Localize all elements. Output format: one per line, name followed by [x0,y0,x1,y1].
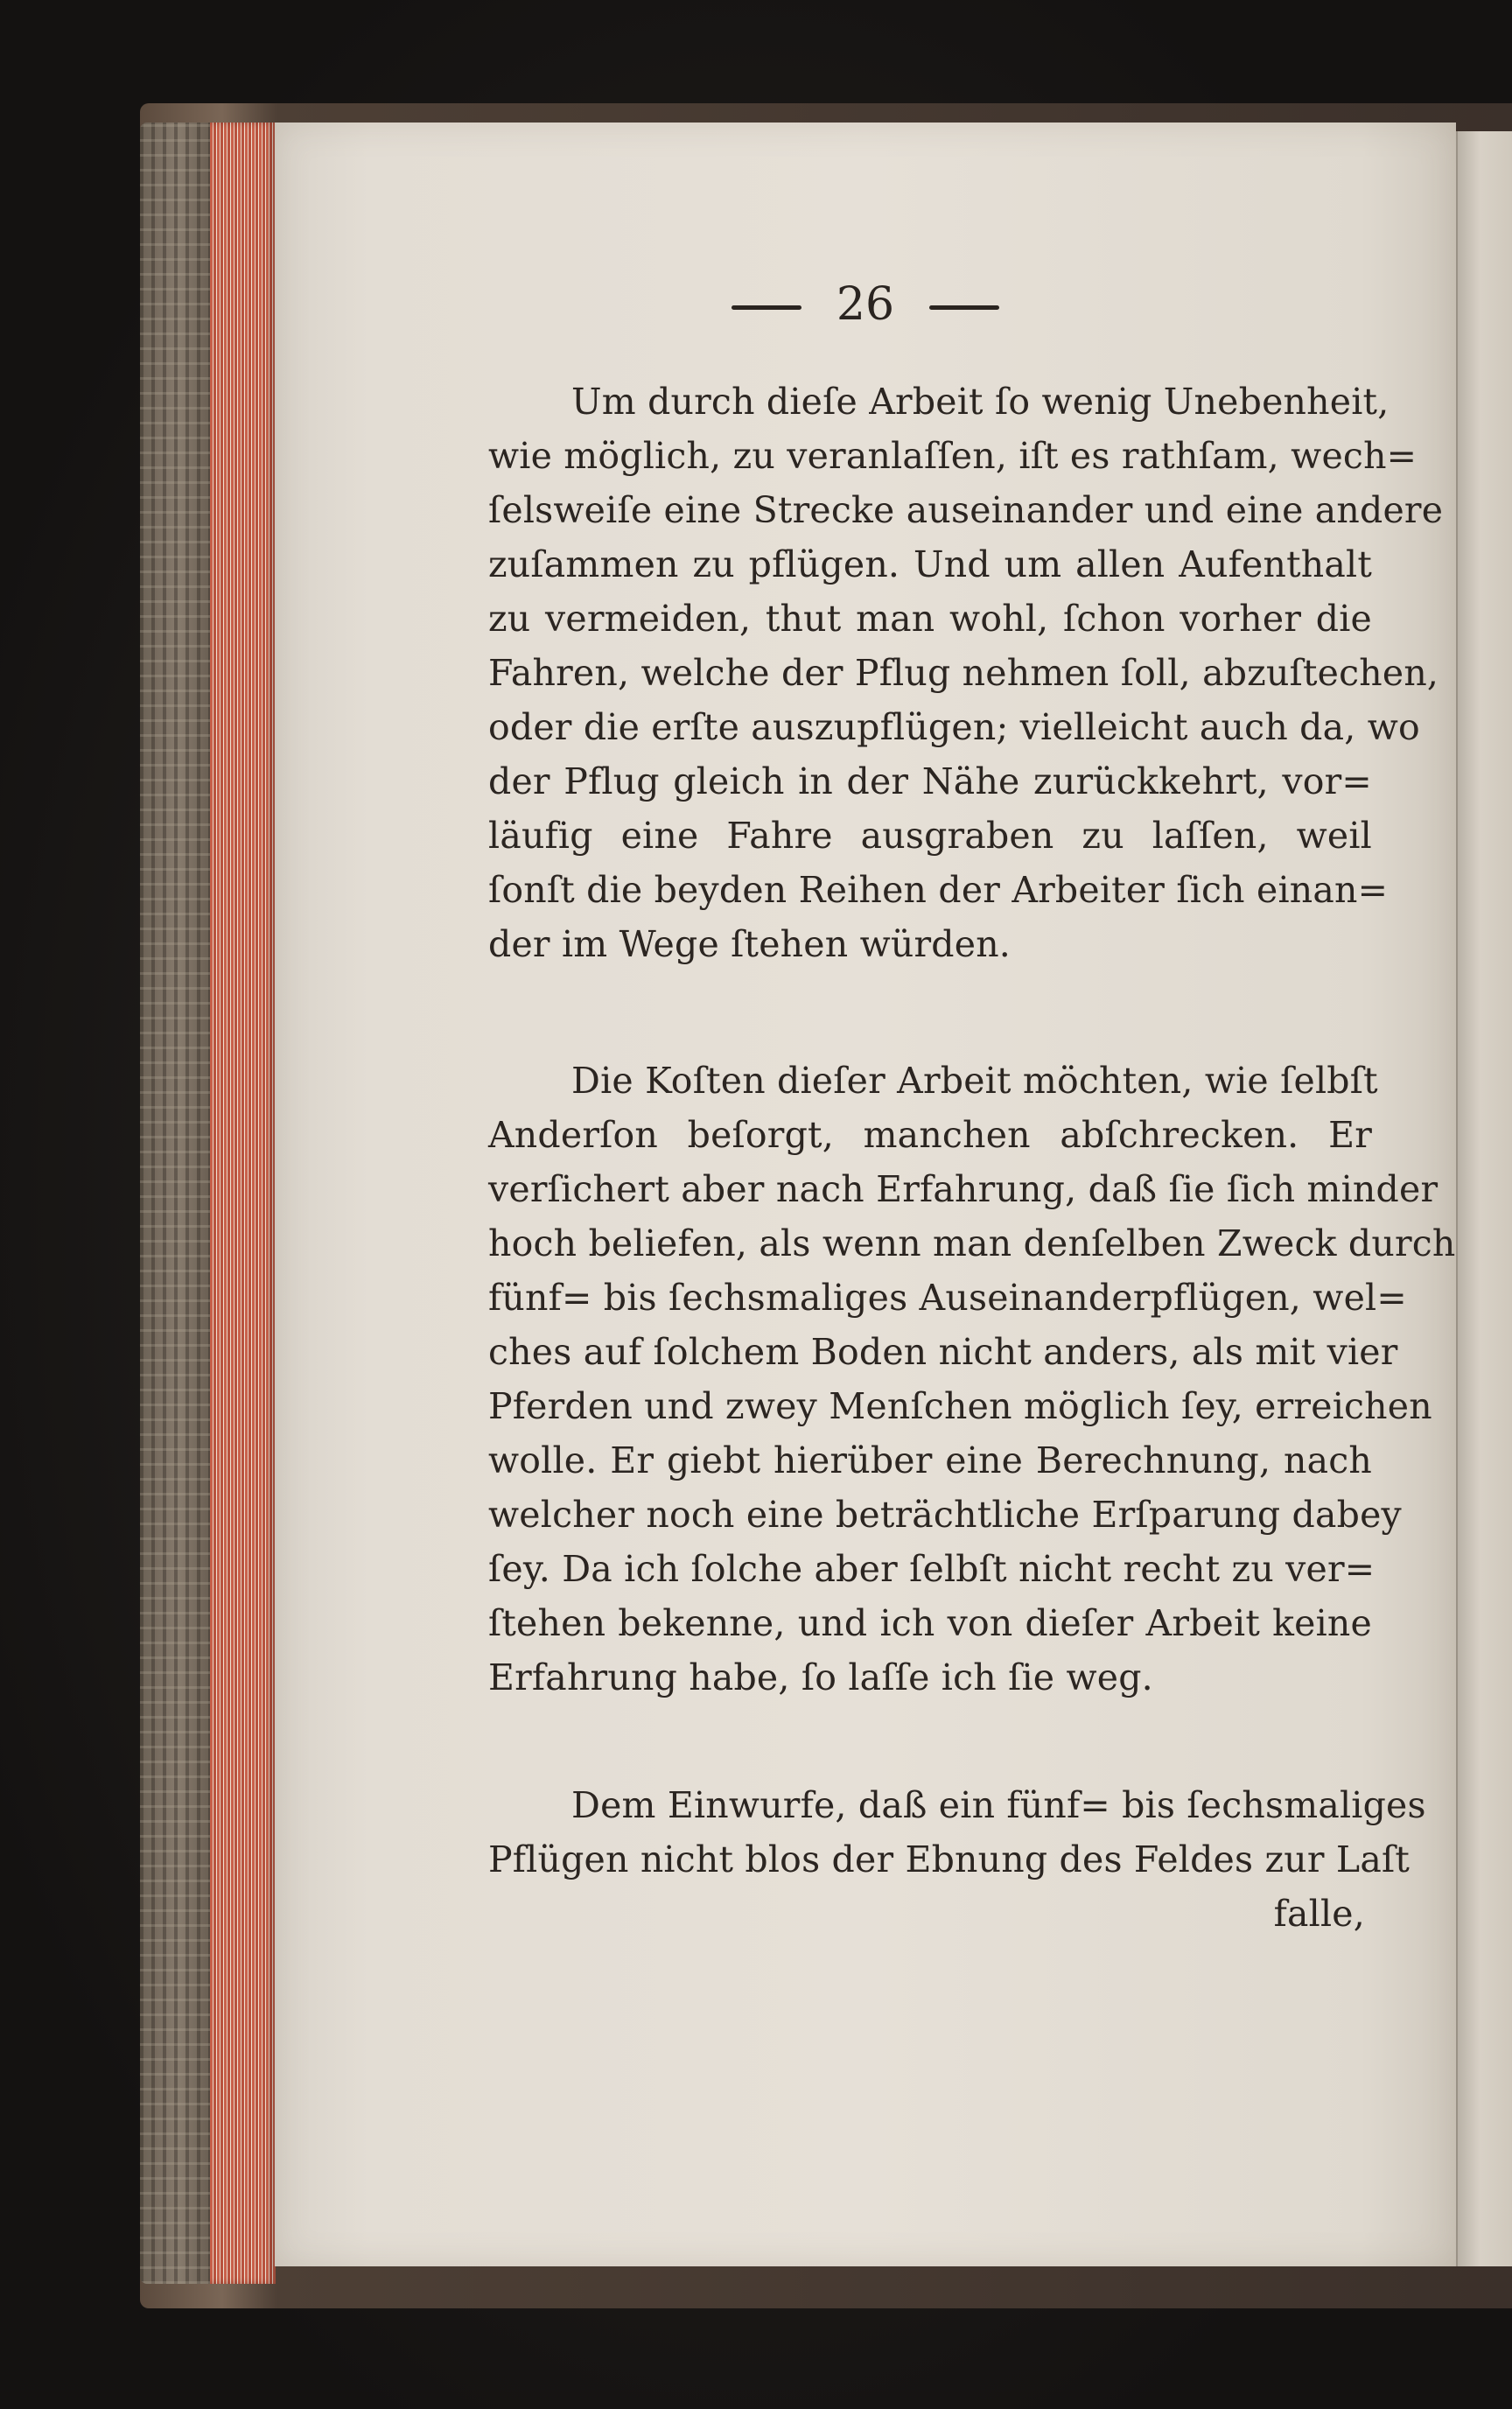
facing-page-edge [1456,131,1512,2266]
page-header [275,278,1456,331]
paragraph-1 [488,375,1444,971]
text-line: der im Wege ſtehen würden. [488,923,1012,965]
red-page-edges [210,123,276,2284]
text-line: ches auf ſolchem Boden nicht anders, als mit vier [488,1331,1398,1373]
text-line: ſonſt die beyden Reihen der Arbeiter ſich einan= [488,869,1389,911]
catchword: falle, [1273,1893,1365,1935]
text-line: verſichert aber nach Erfahrung, daß ſie ſich minder [488,1168,1438,1210]
text-line: der Pflug gleich in der Nähe zurückkehrt, vor= [488,760,1372,802]
text-line: wolle. Er giebt hierüber eine Berechnung, nach [488,1439,1372,1481]
text-line: ſtehen bekenne, und ich von dieſer Arbeit keine [488,1602,1372,1644]
text-line: hoch beliefen, als wenn man denſelben Zweck durch [488,1222,1456,1264]
text-line: zuſammen zu pflügen. Und um allen Aufenthalt [488,543,1372,585]
paragraph-spacer [488,1705,1372,1778]
page-number: 26 [836,278,895,331]
text-line: Um durch dieſe Arbeit ſo wenig Unebenheit, [571,381,1390,423]
text-line: Erfahrung habe, ſo laſſe ich ſie weg. [488,1656,1153,1698]
text-line: fünf= bis ſechsmaliges Auseinanderpflügen, wel= [488,1277,1407,1319]
text-line: Fahren, welche der Pflug nehmen ſoll, abzuſtechen, [488,652,1439,694]
header-rule-right [929,305,999,310]
text-line: wie möglich, zu veranlaſſen, iſt es rathſam, wech= [488,435,1418,477]
text-line: welcher noch eine beträchtliche Erſparung dabey [488,1494,1402,1536]
header-rule-left [732,305,802,310]
text-line: oder die erſte auszupflügen; vielleicht auch da, wo [488,706,1420,748]
text-line: Dem Einwurfe, daß ein fünf= bis ſechsmaliges [571,1784,1426,1826]
text-line: ſey. Da ich ſolche aber ſelbſt nicht recht zu ver= [488,1548,1376,1590]
text-line: läufig eine Fahre ausgraben zu laſſen, weil [488,815,1372,857]
text-line: Die Koſten dieſer Arbeit möchten, wie ſelbſt [571,1060,1378,1102]
paragraph-2 [488,1054,1456,1705]
paragraph-spacer [488,971,1372,1054]
text-line: ſelsweiſe eine Strecke auseinander und eine andere [488,489,1444,531]
text-line: Pferden und zwey Menſchen möglich ſey, erreichen [488,1385,1432,1427]
paragraph-3 [488,1778,1426,1941]
text-line: Pflügen nicht blos der Ebnung des Feldes zur Laſt [488,1838,1410,1880]
text-line: zu vermeiden, thut man wohl, ſchon vorher die [488,598,1372,640]
page-text [488,375,1456,1941]
marbled-binding [140,123,219,2284]
text-line: Anderſon beſorgt, manchen abſchrecken. Er [488,1114,1372,1156]
